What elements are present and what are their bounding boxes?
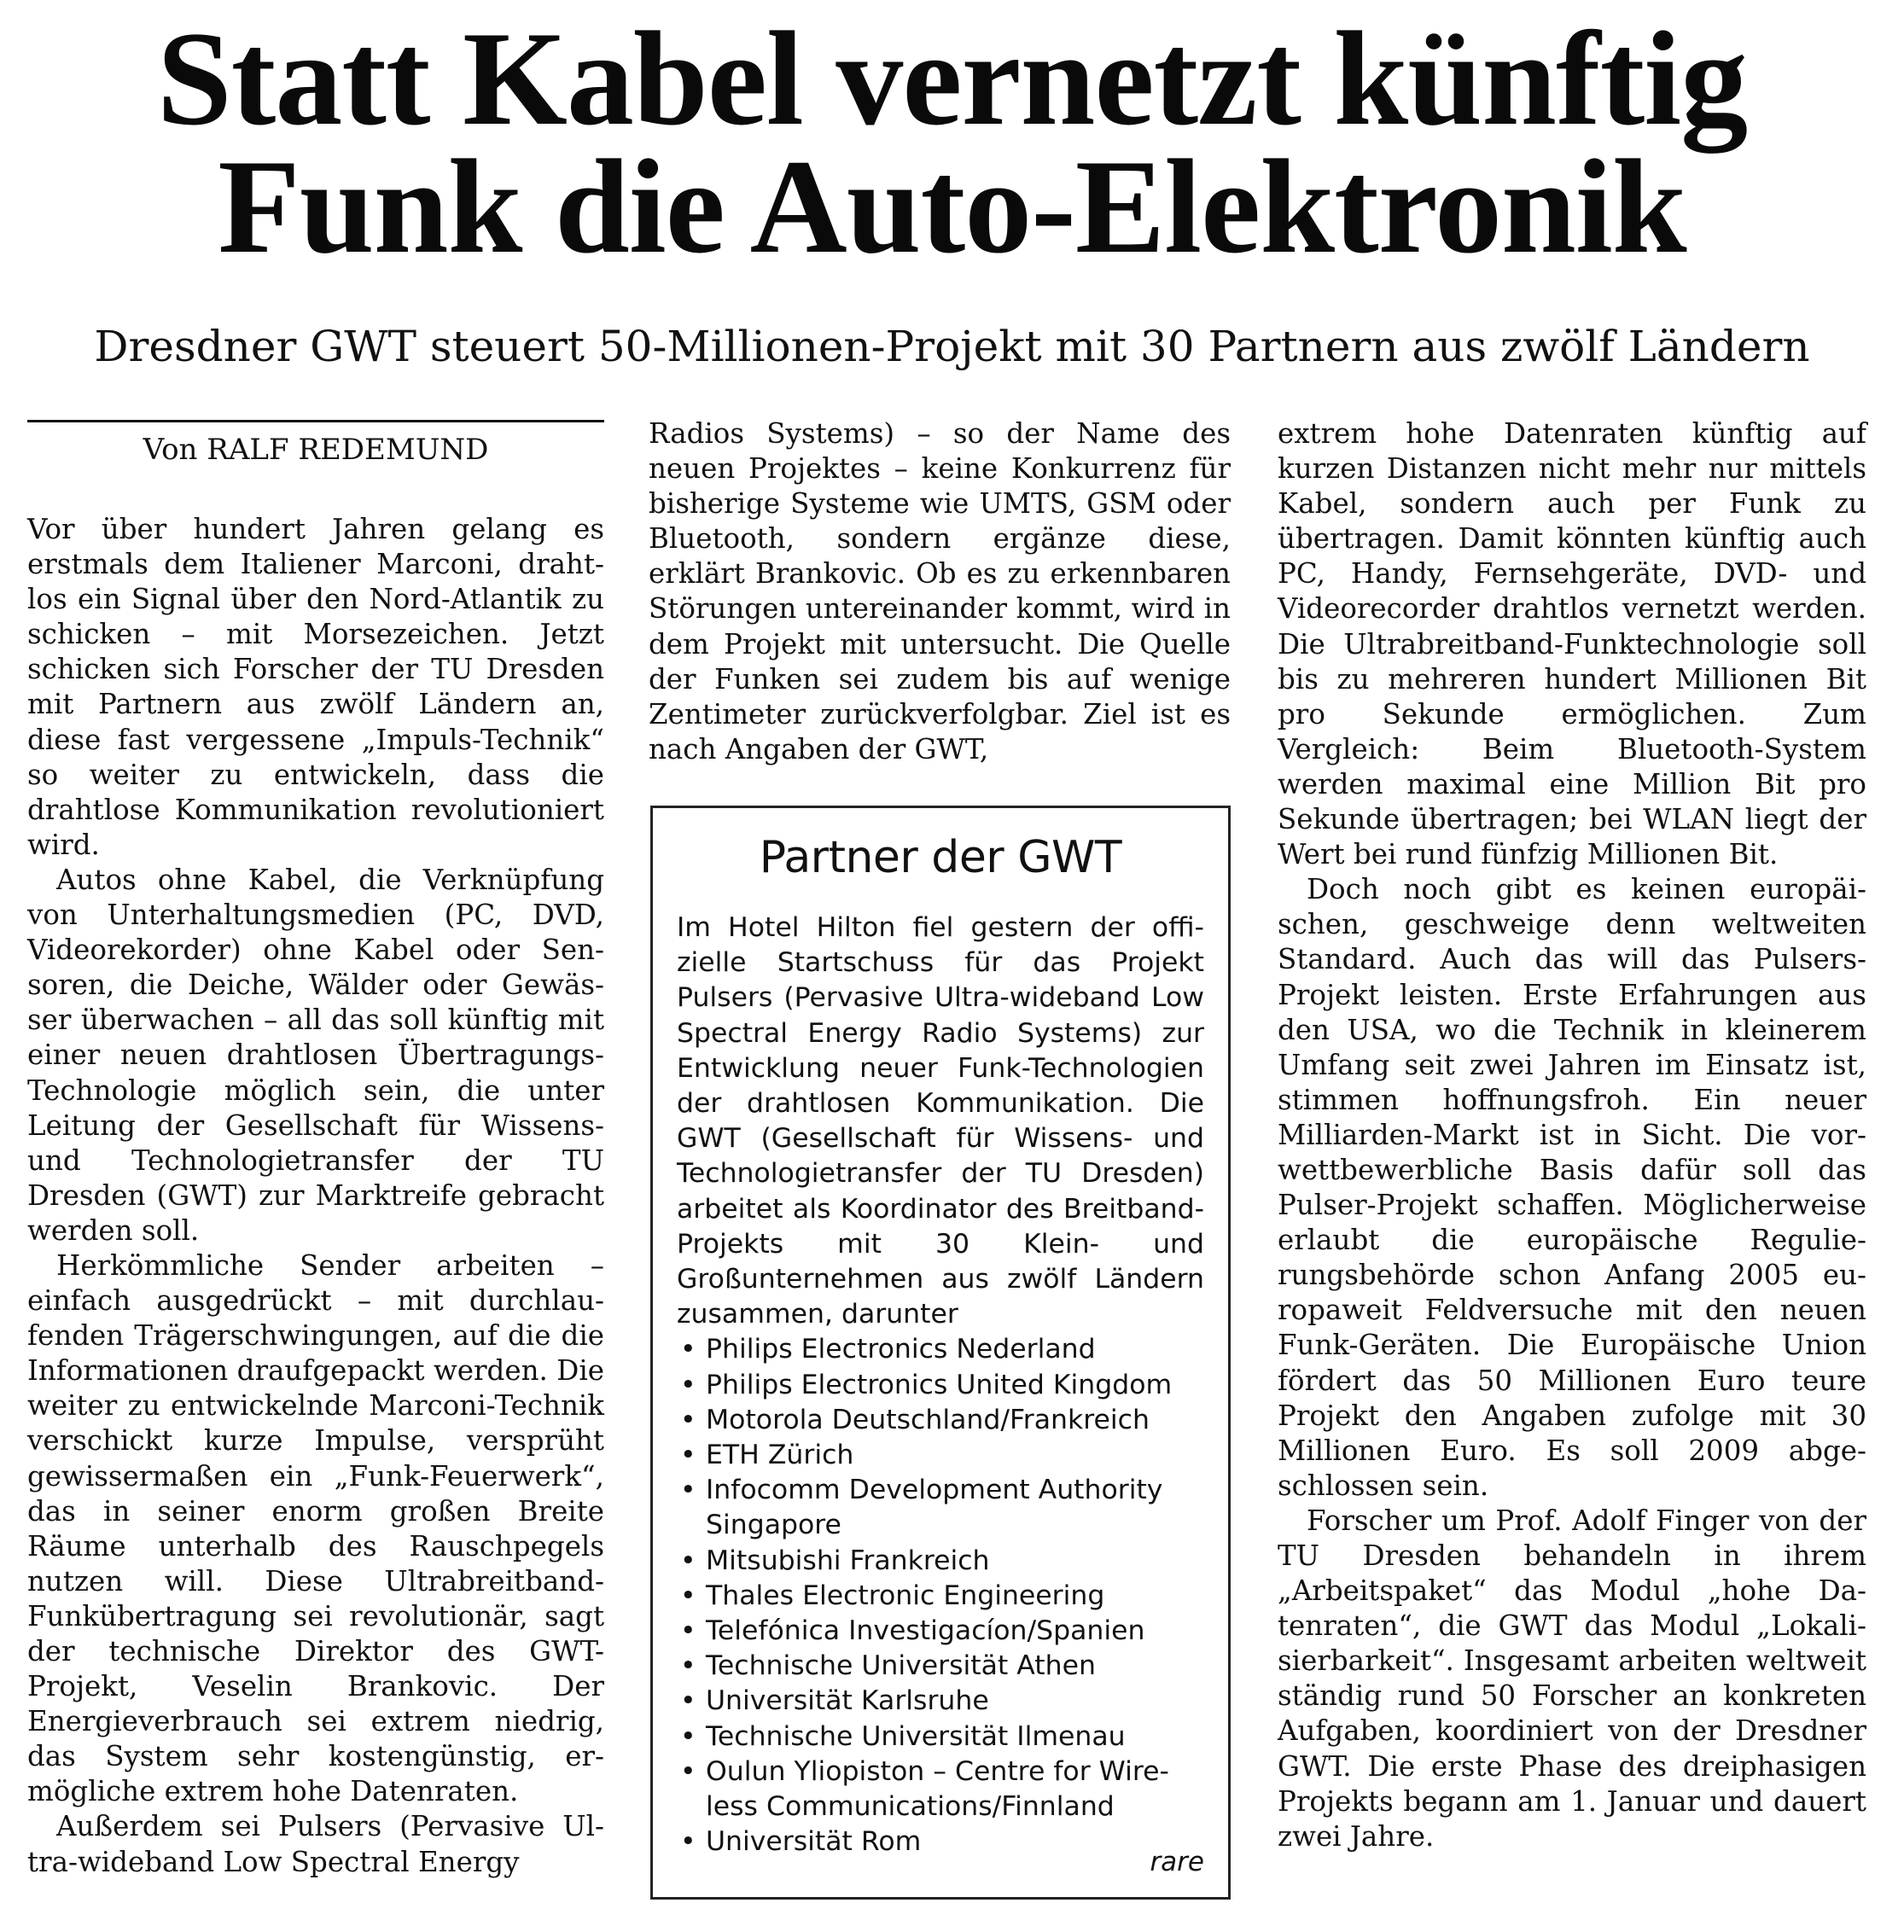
list-item <box>677 1438 1204 1473</box>
list-item <box>677 1403 1204 1438</box>
partner-name: Philips Electronics United Kingdom <box>706 1369 1173 1400</box>
bullet-icon: • <box>680 1826 696 1858</box>
bullet-icon: • <box>680 1369 696 1400</box>
paragraph: extrem hohe Datenraten künftig auf kurzen Distanzen nicht mehr nur mittels Kabel, sondern auch per Funk zu übertragen. Damit könnten künftig auch PC, Handy, Fernsehgeräte, DVD- und Videorecorder drahtlos vernetzt werden. Die Ultrabreitband-Funktechnologie soll bis zu mehreren hundert Millionen Bit pro Sekunde ermöglichen. Zum Vergleich: Beim Bluetooth-System werden maximal eine Million Bit pro Sekunde übertragen; bei WLAN liegt der Wert bei rund fünfzig Millionen Bit. <box>1278 417 1866 871</box>
article-column-2 <box>649 416 1231 767</box>
partner-list <box>677 1332 1204 1859</box>
headline <box>0 4 1904 282</box>
partner-name: Thales Electronic Engineering <box>706 1580 1105 1611</box>
partner-name: Technische Universität Ilmenau <box>706 1720 1126 1752</box>
paragraph: Doch noch gibt es keinen europäischen, geschweige denn weltweiten Standard. Auch das will das Pulsers-Projekt leisten. Erste Erfahrungen aus den USA, wo die Technik in kleinerem Umfang seit zwei Jahren im Einsatz ist, stimmen hoffnungsfroh. Ein neuer Milliarden-Markt ist in Sicht. Die vorwettbewerbliche Basis dafür soll das Pulser-Projekt schaffen. Möglicherweise erlaubt die europäische Regulierungsbehörde schon Anfang 2005 europaweit Feldversuche mit den neuen Funk-Geräten. Die Europäische Union fördert das 50 Millionen Euro teure Projekt den Angaben zufolge mit 30 Millionen Euro. Es soll 2009 abgeschlossen sein. <box>1278 873 1866 1502</box>
article-column-1 <box>27 512 604 1880</box>
byline-rule <box>27 420 604 422</box>
partner-name: Telefónica Investigacíon/Spanien <box>706 1615 1145 1647</box>
author-credit: rare <box>1150 1847 1204 1877</box>
list-item <box>677 1649 1204 1684</box>
partner-name: Motorola Deutschland/Frankreich <box>706 1404 1150 1435</box>
list-item <box>677 1684 1204 1719</box>
list-item <box>677 1720 1204 1755</box>
list-item <box>677 1755 1204 1824</box>
list-item <box>677 1579 1204 1614</box>
partner-name: ETH Zürich <box>706 1440 854 1471</box>
paragraph: Herkömmliche Sender arbeiten – einfach ausgedrückt – mit durchlaufenden Trägerschwingungen, auf die die Informationen draufgepackt werden. Die weiter zu entwickelnde Marconi-Technik verschickt kurze Impulse, versprüht gewissermaßen ein „Funk-Feuerwerk“, das in seiner enorm großen Breite Räume unterhalb des Rauschpegels nutzen will. Diese Ultrabreitband-Funkübertragung sei revolutionär, sagt der technische Direktor des GWT-Projekt, Veselin Brankovic. Der Energieverbrauch sei extrem niedrig, das System sehr kostengünstig, ermögliche extrem hohe Datenraten. <box>27 1248 604 1808</box>
list-item <box>677 1614 1204 1649</box>
partner-name: Universität Karlsruhe <box>706 1685 989 1717</box>
article-column-3 <box>1278 416 1866 1854</box>
list-item <box>677 1544 1204 1579</box>
partner-name: Oulun Yliopiston – Centre for Wireless Communications/Finnland <box>706 1755 1169 1823</box>
byline: Von RALF REDEMUND <box>143 433 489 467</box>
bullet-icon: • <box>680 1545 696 1576</box>
list-item <box>677 1368 1204 1403</box>
bullet-icon: • <box>680 1615 696 1647</box>
partner-name: Universität Rom <box>706 1826 922 1858</box>
bullet-icon: • <box>680 1685 696 1717</box>
bullet-icon: • <box>680 1720 696 1752</box>
partner-name: Technische Universität Athen <box>706 1650 1096 1682</box>
partner-name: Philips Electronics Nederland <box>706 1334 1096 1365</box>
bullet-icon: • <box>680 1755 696 1787</box>
bullet-icon: • <box>680 1440 696 1471</box>
paragraph: Forscher um Prof. Adolf Finger von der TU Dresden behandeln in ihrem „Arbeitspaket“ das Modul „hohe Datenraten“, die GWT das Modul „Lokalisierbarkeit“. Insgesamt arbeiten weltweit ständig rund 50 Forscher an konkreten Aufgaben, koordiniert von der Dresdner GWT. Die erste Phase des dreiphasigen Projekts begann am 1. Januar und dauert zwei Jahre. <box>1278 1504 1866 1853</box>
sidebar-intro: Im Hotel Hilton fiel gestern der offizielle Startschuss für das Projekt Pulsers (Pervasive Ultra-wideband Low Spectral Energy Radio Systems) zur Entwicklung neuer Funk-Technologien der drahtlosen Kommunikation. Die GWT (Gesellschaft für Wissens- und Technologietransfer der TU Dresden) arbeitet als Koordinator des Breitband-Projekts mit 30 Klein- und Großunternehmen aus zwölf Ländern zusammen, darunter <box>677 912 1204 1330</box>
partner-sidebar-box <box>650 806 1231 1900</box>
bullet-icon: • <box>680 1475 696 1506</box>
paragraph: Autos ohne Kabel, die Verknüpfung von Unterhaltungsmedien (PC, DVD, Videorekorder) ohne Kabel oder Sensoren, die Deiche, Wälder oder Gewässer überwachen – all das soll künftig mit einer neuen drahtlosen Übertragungs-Technologie möglich sein, die unter Leitung der Gesellschaft für Wissens- und Technologietransfer der TU Dresden (GWT) zur Marktreife gebracht werden soll. <box>27 863 604 1247</box>
list-item <box>677 1473 1204 1543</box>
list-item <box>677 1824 1204 1859</box>
paragraph: Außerdem sei Pulsers (Pervasive Ultra-wideband Low Spectral Energy <box>27 1810 604 1878</box>
bullet-icon: • <box>680 1404 696 1435</box>
partner-name: Infocomm Development Authority Singapore <box>706 1475 1163 1541</box>
partner-name: Mitsubishi Frankreich <box>706 1545 990 1576</box>
list-item <box>677 1332 1204 1367</box>
paragraph: Vor über hundert Jahren gelang es erstmals dem Italiener Marconi, drahtlos ein Signal über den Nord-Atlantik zu schicken – mit Morsezeichen. Jetzt schicken sich Forscher der TU Dresden mit Partnern aus zwölf Ländern an, diese fast vergessene „Impuls-Technik“ so weiter zu entwickeln, dass die drahtlose Kommunikation revolutioniert wird. <box>27 513 604 861</box>
bullet-icon: • <box>680 1650 696 1682</box>
headline-line-2: Funk die Auto-Elektronik <box>218 132 1686 282</box>
sidebar-title: Partner der GWT <box>759 832 1122 883</box>
paragraph: Radios Systems) – so der Name des neuen Projektes – keine Konkurrenz für bisherige Systeme wie UMTS, GSM oder Bluetooth, sondern ergänze diese, erklärt Brankovic. Ob es zu erkennbaren Störungen untereinander kommt, wird in dem Projekt mit untersucht. Die Quelle der Funken sei zudem bis auf wenige Zentimeter zurückverfolgbar. Ziel ist es nach Angaben der GWT, <box>649 417 1231 765</box>
bullet-icon: • <box>680 1580 696 1611</box>
headline-line-1: Statt Kabel vernetzt künftig <box>156 4 1748 154</box>
bullet-icon: • <box>680 1334 696 1365</box>
subheadline: Dresdner GWT steuert 50-Millionen-Projekt mit 30 Partnern aus zwölf Ländern <box>94 322 1810 371</box>
